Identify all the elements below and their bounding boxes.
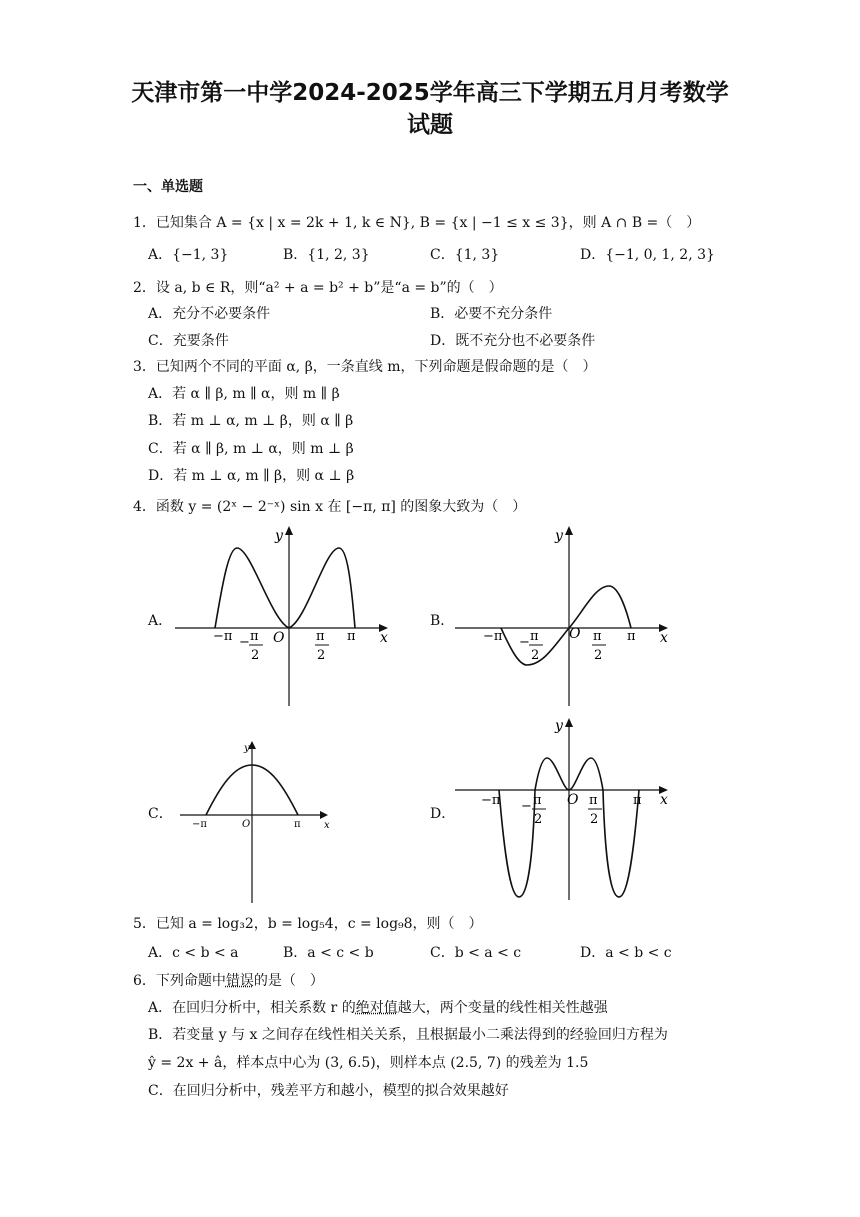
graph-c [180,735,340,910]
graph-b-neg-half-pi: π [530,629,539,644]
graph-a-neg-sign: − [239,635,250,650]
q3-option-b: B．若 m ⊥ α, m ⊥ β，则 α ∥ β [148,413,354,429]
graph-a-pi: π [347,629,356,644]
graph-d-y-label: y [555,718,563,734]
graph-d-pi: π [633,793,642,808]
graph-a-origin: O [273,630,285,646]
q2-stem: 2．设 a, b ∈ R，则“a² + a = b² + b”是“a = b”的（ ） [133,280,503,296]
graph-a-y-label: y [275,528,283,544]
q6-a-post: 越大，两个变量的线性相关性越强 [397,1000,608,1016]
q6-option-b-line1: B．若变量 y 与 x 之间存在线性相关关系，且根据最小二乘法得到的经验回归方程为 [148,1027,668,1043]
q5-option-a: A．c < b < a [148,945,239,961]
exam-title-line2: 试题 [407,112,453,138]
q1-option-a: A．{−1, 3} [148,247,229,263]
graph-b-pi: π [627,629,636,644]
graph-d-half-pi: π [589,793,598,808]
q2-option-d: D．既不充分也不必要条件 [430,333,596,349]
q1-option-d: D．{−1, 0, 1, 2, 3} [580,247,715,263]
graph-a [175,520,395,710]
graph-a-half-two: 2 [317,648,326,663]
graph-b-half-pi: π [593,629,602,644]
q6-stem-post: 的是（ ） [253,973,324,989]
graph-d-neg-pi: −π [481,793,501,808]
q6-stem-pre: 6．下列命题中 [133,973,226,989]
graph-a-half-pi: π [316,629,325,644]
graph-d-half-two: 2 [590,812,599,827]
graph-b-y-label: y [555,528,563,544]
q4-option-d: D． [430,806,456,822]
q1-option-c: C．{1, 3} [430,247,500,263]
graph-c-x-label: x [324,820,330,831]
exam-title-line1: 天津市第一中学2024-2025学年高三下学期五月月考数学 [131,80,729,106]
q6-option-a [148,997,608,1017]
q5-option-b: B．a < c < b [283,945,374,961]
q3-option-a: A．若 α ∥ β, m ∥ α，则 m ∥ β [148,386,340,402]
q3-option-c: C．若 α ∥ β, m ⊥ α，则 m ⊥ β [148,441,354,457]
graph-b-origin: O [569,626,581,642]
graph-b-neg-half-two: 2 [531,648,540,663]
q4-stem: 4．函数 y = (2ˣ − 2⁻ˣ) sin x 在 [−π, π] 的图象大致为（ ） [133,499,527,515]
graph-b-curve [501,586,631,665]
graph-b-neg-pi: −π [483,629,503,644]
q5-option-d: D．a < b < c [580,945,672,961]
q4-option-c: C． [148,806,173,822]
q6-stem-emphasis: 错误 [225,973,254,989]
q6-option-b-line2: ŷ = 2x + â，样本点中心为 (3, 6.5)，则样本点 (2.5, 7) 的残差为 1.5 [148,1055,589,1071]
graph-d-origin: O [567,792,579,808]
q6-stem [133,970,324,990]
graph-d [455,712,675,907]
q4-option-a: A． [148,613,173,629]
q5-option-c: C．b < a < c [430,945,522,961]
q3-stem: 3．已知两个不同的平面 α, β，一条直线 m，下列命题是假命题的是（ ） [133,359,597,375]
graph-a-curve [215,548,355,628]
q2-option-a: A．充分不必要条件 [148,306,271,322]
graph-d-neg-half-two: 2 [534,812,543,827]
graph-c-y-label: y [244,743,250,754]
q4-option-b: B． [430,613,455,629]
graph-b-x-label: x [660,630,668,646]
graph-a-neg-half-two: 2 [251,648,260,663]
graph-d-x-label: x [660,792,668,808]
q6-option-c: C．在回归分析中，残差平方和越小，模型的拟合效果越好 [148,1083,509,1099]
q1-option-b: B．{1, 2, 3} [283,247,370,263]
section-heading: 一、单选题 [133,179,203,195]
graph-a-x-label: x [380,630,388,646]
graph-a-neg-half-pi: π [250,629,259,644]
graph-c-origin: O [242,819,251,830]
q1-stem: 1．已知集合 A = {x | x = 2k + 1, k ∈ N}, B = {x | −1 ≤ x ≤ 3}，则 A ∩ B =（ ） [133,215,701,231]
graph-c-neg-pi: −π [192,819,207,830]
q6-a-pre: A．在回归分析中，相关系数 r 的 [148,1000,356,1016]
graph-b-half-two: 2 [594,648,603,663]
q2-option-b: B．必要不充分条件 [430,306,553,322]
graph-b-neg-sign: − [519,635,530,650]
q3-option-d: D．若 m ⊥ α, m ∥ β，则 α ⊥ β [148,468,355,484]
graph-a-neg-pi: −π [213,629,233,644]
q6-a-emphasis: 绝对值 [355,1000,398,1016]
graph-c-pi: π [294,819,301,830]
q2-option-c: C．充要条件 [148,333,229,349]
graph-d-neg-half-pi: π [533,793,542,808]
graph-d-neg-sign: − [521,799,532,814]
q5-stem: 5．已知 a = log₃2，b = log₅4，c = log₉8，则（ ） [133,916,483,932]
graph-b [455,520,675,710]
